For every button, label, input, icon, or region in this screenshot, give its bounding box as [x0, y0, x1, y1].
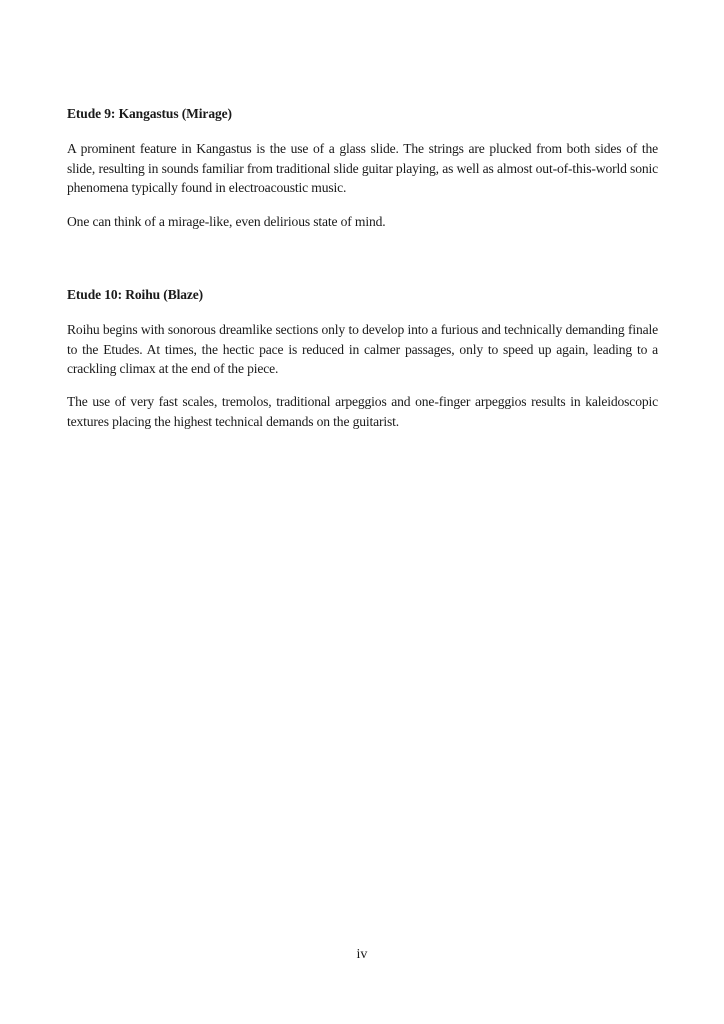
paragraph-etude-10-1: Roihu begins with sonorous dreamlike sections only to develop into a furious and technically demanding finale to the Etudes. At times, the hectic pace is reduced in calmer passages, only to speed up again, leading to a crackling climax at the end of the piece. — [67, 322, 658, 376]
paragraph-etude-9-1: A prominent feature in Kangastus is the use of a glass slide. The strings are plucked from both sides of the slide, resulting in sounds familiar from traditional slide guitar playing, as well as almost out-of-this-world sonic phenomena typically found in electroacoustic music. — [67, 141, 658, 195]
section-heading-etude-9: Etude 9: Kangastus (Mirage) — [67, 106, 232, 121]
page-number: iv — [356, 947, 368, 962]
paragraph-etude-9-2: One can think of a mirage-like, even delirious state of mind. — [67, 214, 386, 229]
paragraph-etude-10-2: The use of very fast scales, tremolos, traditional arpeggios and one-finger arpeggios results in kaleidoscopic textures placing the highest technical demands on the guitarist. — [67, 394, 658, 429]
section-heading-etude-10: Etude 10: Roihu (Blaze) — [67, 287, 204, 302]
